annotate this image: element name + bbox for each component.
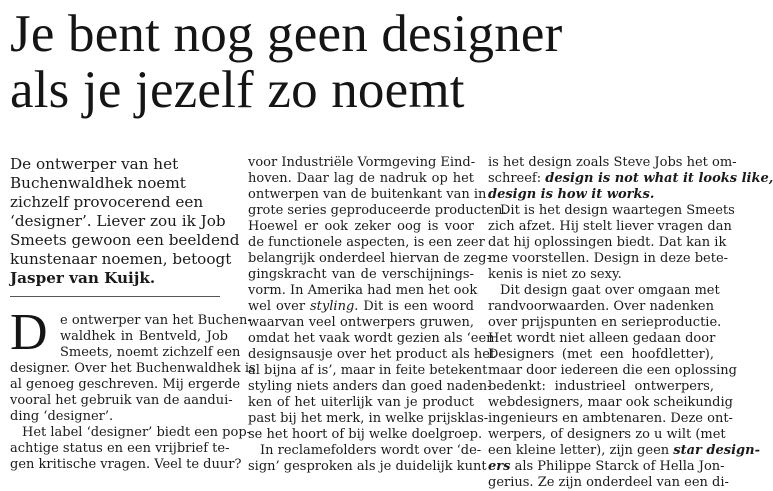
body-line: sign’ gesproken als je duidelijk kunt (248, 459, 487, 474)
body-line: Hoewel er ook zeker oog is voor (248, 219, 474, 234)
body-line: achtige status en een vrijbrief te- (10, 441, 230, 456)
body-line: bedenkt: industrieel ontwerpers, (488, 379, 714, 394)
body-line: vooral het gebruik van de aandui- (10, 393, 233, 408)
body-line: maar door iedereen die een oplossing (488, 363, 737, 378)
body-line: webdesigners, maar ook scheikundig (488, 395, 733, 410)
body-line (488, 187, 714, 203)
body-line: omdat het vaak wordt gezien als ‘een (248, 331, 495, 346)
body-line: designsausje over het product als het (248, 347, 496, 362)
body-line: ingenieurs en ambtenaren. Deze ont- (488, 411, 733, 426)
body-text: schreef: (488, 171, 542, 186)
lead-line: kunstenaar noemen, betoogt (10, 250, 232, 268)
body-line: Het wordt niet alleen gedaan door (488, 331, 716, 346)
body-line (488, 171, 773, 187)
article-lead (10, 155, 240, 288)
body-line: is het design zoals Steve Jobs het om- (488, 155, 737, 170)
body-line: me voorstellen. Design in deze bete- (488, 251, 729, 266)
emphasis-text: styling (310, 299, 355, 314)
headline-line-2: als je jezelf zo noemt (10, 61, 465, 119)
body-line: Smeets, noemt zichzelf een (60, 345, 241, 360)
body-line: gen kritische vragen. Veel te duur? (10, 457, 242, 472)
column-2-body (248, 155, 507, 475)
lead-line: ‘designer’. Liever zou ik Job (10, 212, 226, 230)
body-line: randvoorwaarden. Over nadenken (488, 299, 714, 314)
body-line: belangrijk onderdeel hiervan de zeg- (248, 251, 491, 266)
body-line: ontwerpen van de buitenkant van in (248, 187, 487, 202)
body-line: ken of het uiterlijk van je product (248, 395, 474, 410)
body-line: grote series geproduceerde producten. (248, 203, 507, 218)
body-line (488, 443, 760, 459)
column-1-body (10, 313, 256, 473)
body-line: designer. Over het Buchenwaldhek is (10, 361, 256, 376)
lead-line: Smeets gewoon een beeldend (10, 231, 240, 249)
body-text: een kleine letter), zijn geen (488, 443, 670, 458)
quote-text: design is not what it looks like, (545, 171, 773, 186)
body-line: Het label ‘designer’ biedt een pop- (22, 425, 252, 440)
column-3-body (488, 155, 773, 491)
lead-line: Buchenwaldhek noemt (10, 174, 186, 192)
body-line: ding ‘designer’. (10, 409, 114, 424)
body-line: voor Industriële Vormgeving Eind- (248, 155, 476, 170)
body-line (488, 459, 725, 475)
body-line: hoven. Daar lag de nadruk op het (248, 171, 474, 186)
body-line: In reclamefolders wordt over ‘de- (260, 443, 482, 458)
body-line: kenis is niet zo sexy. (488, 267, 622, 282)
headline-line-1: Je bent nog geen designer (10, 5, 563, 63)
body-line: se het hoort of bij welke doelgroep. (248, 427, 483, 442)
quote-text: design is how it works. (488, 187, 655, 202)
article-headline (10, 6, 710, 118)
body-text: wel over (248, 299, 306, 314)
body-line: dat hij oplossingen biedt. Dat kan ik (488, 235, 727, 250)
emphasis-text: star design- (673, 443, 760, 458)
lead-line: De ontwerper van het (10, 155, 179, 173)
body-line: de functionele aspecten, is een zeer (248, 235, 485, 250)
body-line: past bij het merk, in welke prijsklas- (248, 411, 489, 426)
body-line: waarvan veel ontwerpers gruwen, (248, 315, 474, 330)
emphasis-text: ers (488, 459, 511, 474)
body-line: gingskracht van de verschijnings- (248, 267, 474, 282)
body-text: als Philippe Starck of Hella Jon- (510, 459, 725, 474)
author-byline: Jasper van Kuijk. (10, 269, 156, 287)
body-line: werpers, of designers zo u wilt (met (488, 427, 726, 442)
body-line: Dit is het design waartegen Smeets (500, 203, 735, 218)
body-line: al bijna af is’, maar in feite betekent (248, 363, 488, 378)
lead-line: zichzelf provocerend een (10, 193, 204, 211)
body-line: styling niets anders dan goed naden- (248, 379, 492, 394)
body-text: . Dit is een woord (354, 299, 474, 314)
body-line: zich afzet. Hij stelt liever vragen dan (488, 219, 732, 234)
lead-divider (10, 296, 220, 297)
body-line: gerius. Ze zijn onderdeel van een di- (488, 475, 729, 490)
body-line: over prijspunten en serieproductie. (488, 315, 722, 330)
body-line: Dit design gaat over omgaan met (500, 283, 720, 298)
body-line: al genoeg geschreven. Mij ergerde (10, 377, 241, 392)
body-line: Designers (met een hoofdletter), (488, 347, 714, 362)
body-line: waldhek in Bentveld, Job (60, 329, 228, 344)
body-line: e ontwerper van het Buchen- (60, 313, 252, 328)
drop-cap: D (10, 304, 48, 361)
body-line (248, 299, 474, 315)
body-line: vorm. In Amerika had men het ook (248, 283, 478, 298)
